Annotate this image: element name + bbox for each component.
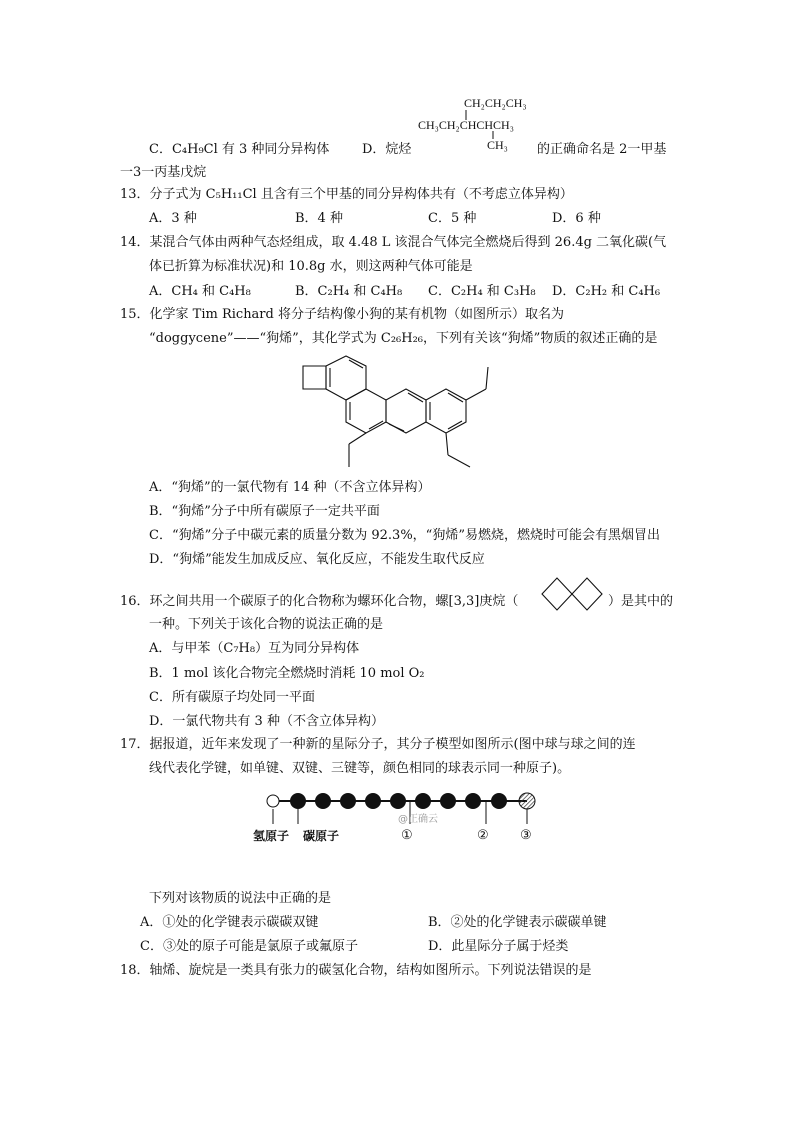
q12-struct-bonds — [460, 106, 520, 146]
label-marker-3: ③ — [520, 828, 532, 843]
q16-option-d: D．一氯代物共有 3 种（不含立体异构） — [149, 714, 384, 729]
q16-stem-line1-pre: 16．环之间共用一个碳原子的化合物称为螺环化合物，螺[3,3]庚烷（ — [120, 594, 519, 609]
q15-option-c: C．“狗烯”分子中碳元素的质量分数为 92.3%，“狗烯”易燃烧，燃烧时可能会有黑烟冒出 — [149, 528, 660, 543]
q13-option-d: D．6 种 — [552, 211, 601, 226]
q17-ask: 下列对该物质的说法中正确的是 — [149, 891, 332, 906]
label-hydrogen-atom: 氢原子 — [253, 829, 290, 843]
q14-stem-line1: 14．某混合气体由两种气态烃组成，取 4.48 L 该混合气体完全燃烧后得到 26.4g 二氧化碳(气 — [120, 235, 667, 250]
q15-option-a: A．“狗烯”的一氯代物有 14 种（不含立体异构） — [149, 480, 431, 495]
q12-option-d-pre: D．烷烃 — [362, 142, 412, 157]
q14-option-b: B．C₂H₄ 和 C₄H₈ — [295, 284, 403, 299]
q16-stem-line1-post: ）是其中的 — [608, 594, 674, 609]
label-marker-1: ① — [401, 828, 413, 843]
doggycene-structure — [296, 355, 511, 475]
q14-option-d: D．C₂H₂ 和 C₄H₆ — [552, 284, 661, 299]
q13-option-c: C．5 种 — [428, 211, 477, 226]
q16-option-a: A．与甲苯（C₇H₈）互为同分异构体 — [149, 641, 360, 656]
q16-option-b: B．1 mol 该化合物完全燃烧时消耗 10 mol O₂ — [149, 666, 425, 681]
label-marker-2: ② — [477, 828, 489, 843]
q12-option-d-post: 的正确命名是 2一甲基 — [537, 142, 667, 157]
q16-option-c: C．所有碳原子均处同一平面 — [149, 690, 315, 705]
q15-option-b: B．“狗烯”分子中所有碳原子一定共平面 — [149, 504, 380, 519]
q15-stem-line2: “doggycene”——“狗烯”，其化学式为 C₂₆H₂₆，下列有关该“狗烯”物质的叙述正确的是 — [149, 331, 658, 346]
q16-stem-line2: 一种。下列关于该化合物的说法正确的是 — [149, 617, 384, 632]
q17-option-a: A．①处的化学键表示碳碳双键 — [140, 915, 319, 930]
q15-option-d: D．“狗烯”能发生加成反应、氧化反应，不能发生取代反应 — [149, 552, 485, 567]
q17-option-c: C．③处的原子可能是氯原子或氟原子 — [140, 939, 358, 954]
spiro-heptane-structure — [540, 573, 606, 615]
q15-stem-line1: 15．化学家 Tim Richard 将分子结构像小狗的某有机物（如图所示）取名为 — [120, 307, 564, 322]
q13-stem: 13．分子式为 C₅H₁₁Cl 且含有三个甲基的同分异构体共有（不考虑立体异构） — [120, 187, 573, 202]
q14-option-c: C．C₂H₄ 和 C₃H₈ — [428, 284, 536, 299]
q13-option-b: B．4 种 — [295, 211, 343, 226]
q12-option-c: C．C₄H₉Cl 有 3 种同分异构体 — [149, 142, 330, 157]
q13-option-a: A．3 种 — [149, 211, 197, 226]
q12-struct-bot: CH₃ — [487, 138, 508, 152]
q14-stem-line2: 体已折算为标准状况)和 10.8g 水，则这两种气体可能是 — [149, 259, 473, 274]
q17-stem-line2: 线代表化学键，如单键、双键、三键等，颜色相同的球表示同一种原子)。 — [149, 761, 571, 776]
q12-struct-mid: CH₃CH₂CHCHCH₃ — [418, 118, 514, 132]
q18-stem: 18．轴烯、旋烷是一类具有张力的碳氢化合物，结构如图所示。下列说法错误的是 — [120, 963, 592, 978]
q17-stem-line1: 17．据报道，近年来发现了一种新的星际分子，其分子模型如图所示(图中球与球之间的连 — [120, 737, 636, 752]
label-carbon-atom: 碳原子 — [303, 829, 340, 843]
q17-option-b: B．②处的化学键表示碳碳单键 — [428, 915, 607, 930]
q12-struct-top: CH₂CH₂CH₃ — [464, 96, 527, 110]
q12-option-d-line2: 一3一丙基戊烷 — [120, 165, 207, 180]
q14-option-a: A．CH₄ 和 C₄H₈ — [149, 284, 251, 299]
watermark: @正确云 — [398, 814, 438, 825]
q17-option-d: D．此星际分子属于烃类 — [428, 939, 569, 954]
